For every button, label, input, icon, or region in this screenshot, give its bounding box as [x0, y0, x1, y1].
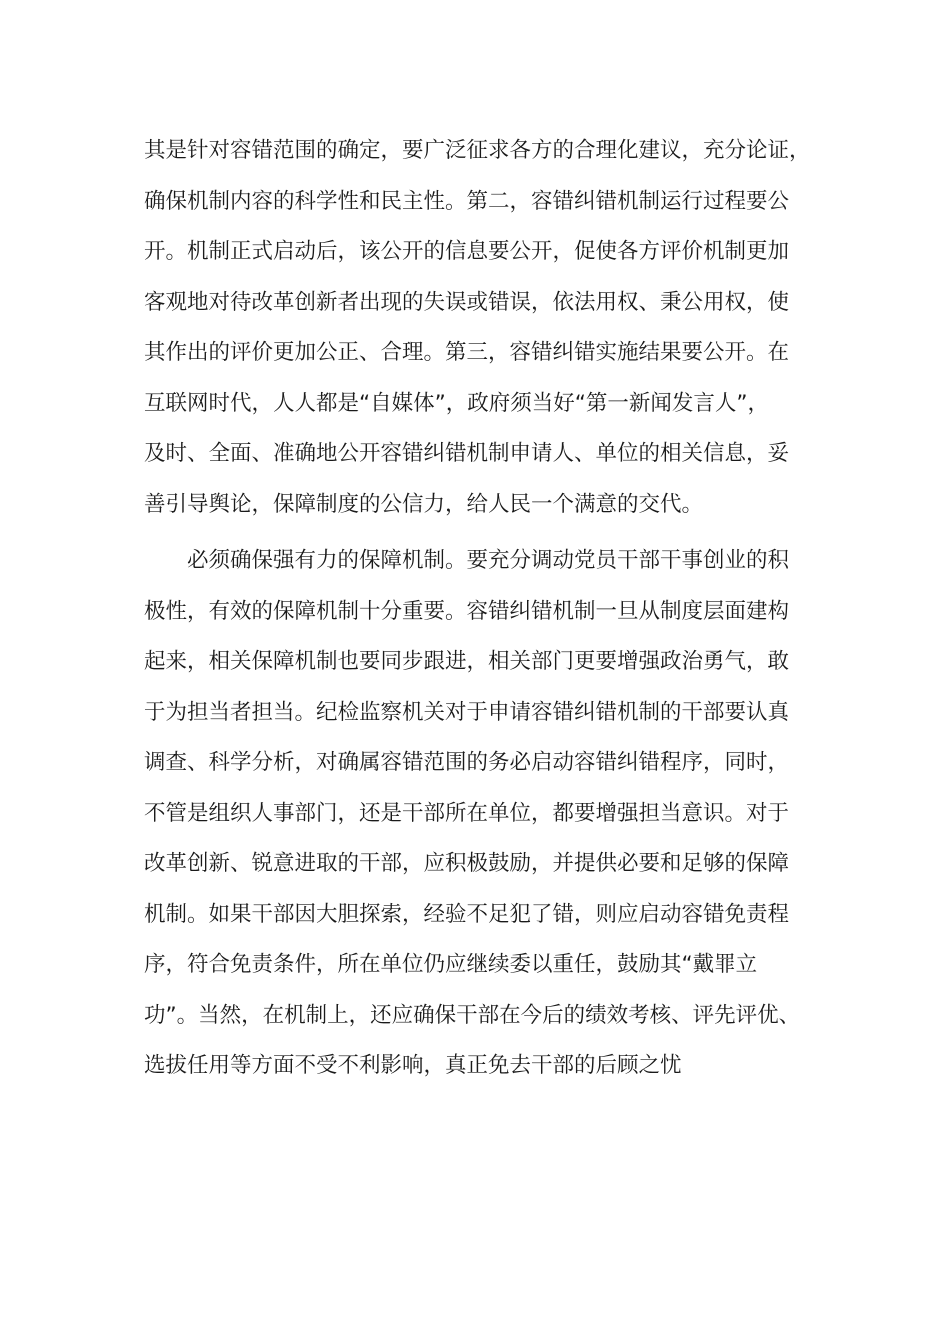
text-line: 选拔任用等方面不受不利影响，真正免去干部的后顾之忧 — [144, 1053, 682, 1078]
text-line: 互联网时代，人人都是“自媒体”，政府须当好“第一新闻发言人”， — [144, 390, 770, 416]
text-line: 善引导舆论，保障制度的公信力，给人民一个满意的交代。 — [144, 491, 704, 517]
text-line: 其作出的评价更加公正、合理。第三，容错纠错实施结果要公开。在 — [144, 340, 790, 365]
text-line: 调查、科学分析，对确属容错范围的务必启动容错纠错程序，同时， — [144, 750, 790, 775]
text-line: 极性，有效的保障机制十分重要。容错纠错机制一旦从制度层面建构 — [144, 598, 790, 624]
text-line: 于为担当者担当。纪检监察机关对于申请容错纠错机制的干部要认真 — [144, 699, 790, 725]
text-line: 起来，相关保障机制也要同步跟进，相关部门更要增强政治勇气，敢 — [144, 649, 790, 674]
text-line: 开。机制正式启动后，该公开的信息要公开，促使各方评价机制更加 — [144, 239, 790, 264]
text-line: 不管是组织人事部门，还是干部所在单位，都要增强担当意识。对于 — [144, 800, 790, 826]
text-line: 改革创新、锐意进取的干部，应积极鼓励，并提供必要和足够的保障 — [144, 851, 790, 876]
text-line: 及时、全面、准确地公开容错纠错机制申请人、单位的相关信息，妥 — [144, 441, 790, 466]
paragraph-safeguard-mechanism — [144, 536, 824, 1092]
text-line: 功”。当然，在机制上，还应确保干部在今后的绩效考核、评先评优、 — [144, 1002, 801, 1028]
text-line: 其是针对容错范围的确定，要广泛征求各方的合理化建议，充分论证， — [144, 138, 811, 163]
paragraph-disclosure — [144, 126, 824, 530]
text-line: 序，符合免责条件，所在单位仍应继续委以重任，鼓励其“戴罪立 — [144, 952, 758, 977]
text-line: 机制。如果干部因大胆探索，经验不足犯了错，则应启动容错免责程 — [144, 901, 790, 927]
text-line: 客观地对待改革创新者出现的失误或错误，依法用权、秉公用权，使 — [144, 289, 790, 315]
text-line: 确保机制内容的科学性和民主性。第二，容错纠错机制运行过程要公 — [144, 188, 790, 214]
text-line: 必须确保强有力的保障机制。要充分调动党员干部干事创业的积 — [144, 548, 790, 573]
